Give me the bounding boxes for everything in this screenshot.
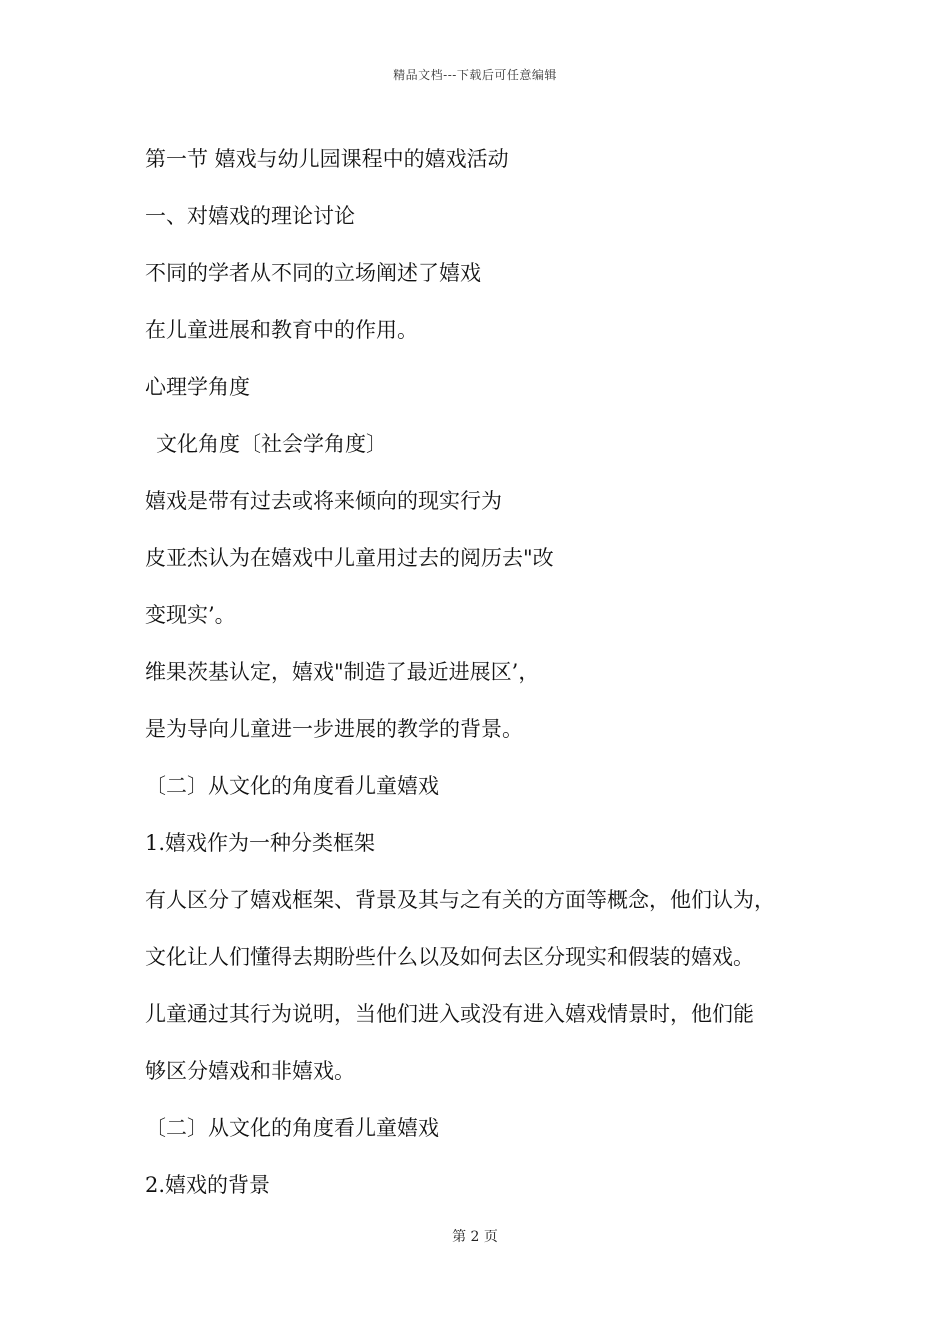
paragraph-line: 有人区分了嬉戏框架、背景及其与之有关的方面等概念，他们认为， (145, 888, 775, 912)
numbered-heading: 2.嬉戏的背景 (145, 1173, 271, 1197)
paragraph-line: 在儿童进展和教育中的作用。 (145, 318, 418, 342)
paragraph-line: 变现实’。 (145, 603, 236, 627)
section-title: 第一节 嬉戏与幼儿园课程中的嬉戏活动 (145, 147, 509, 171)
page-header: 精品文档---下载后可任意编辑 (393, 68, 557, 82)
page-number: 第 2 页 (452, 1229, 498, 1245)
document-body (145, 131, 845, 1214)
numbered-heading: 1.嬉戏作为一种分类框架 (145, 831, 376, 855)
paragraph-line: 维果茨基认定，嬉戏"制造了最近进展区’， (145, 660, 540, 684)
subsection-heading: 一、对嬉戏的理论讨论 (145, 204, 355, 228)
paragraph-line: 心理学角度 (145, 375, 250, 399)
paragraph-line: 皮亚杰认为在嬉戏中儿童用过去的阅历去"改 (145, 546, 554, 570)
paragraph-line: 不同的学者从不同的立场阐述了嬉戏 (145, 261, 481, 285)
subsection-heading: 〔二〕从文化的角度看儿童嬉戏 (145, 1116, 439, 1140)
subsection-heading: 〔二〕从文化的角度看儿童嬉戏 (145, 774, 439, 798)
paragraph-line: 文化让人们懂得去期盼些什么以及如何去区分现实和假装的嬉戏。 (145, 945, 754, 969)
paragraph-line: 儿童通过其行为说明，当他们进入或没有进入嬉戏情景时，他们能 (145, 1002, 754, 1026)
paragraph-line: 文化角度〔社会学角度〕 (156, 432, 387, 456)
paragraph-line: 够区分嬉戏和非嬉戏。 (145, 1059, 355, 1083)
paragraph-line: 是为导向儿童进一步进展的教学的背景。 (145, 717, 523, 741)
paragraph-line: 嬉戏是带有过去或将来倾向的现实行为 (145, 489, 502, 513)
